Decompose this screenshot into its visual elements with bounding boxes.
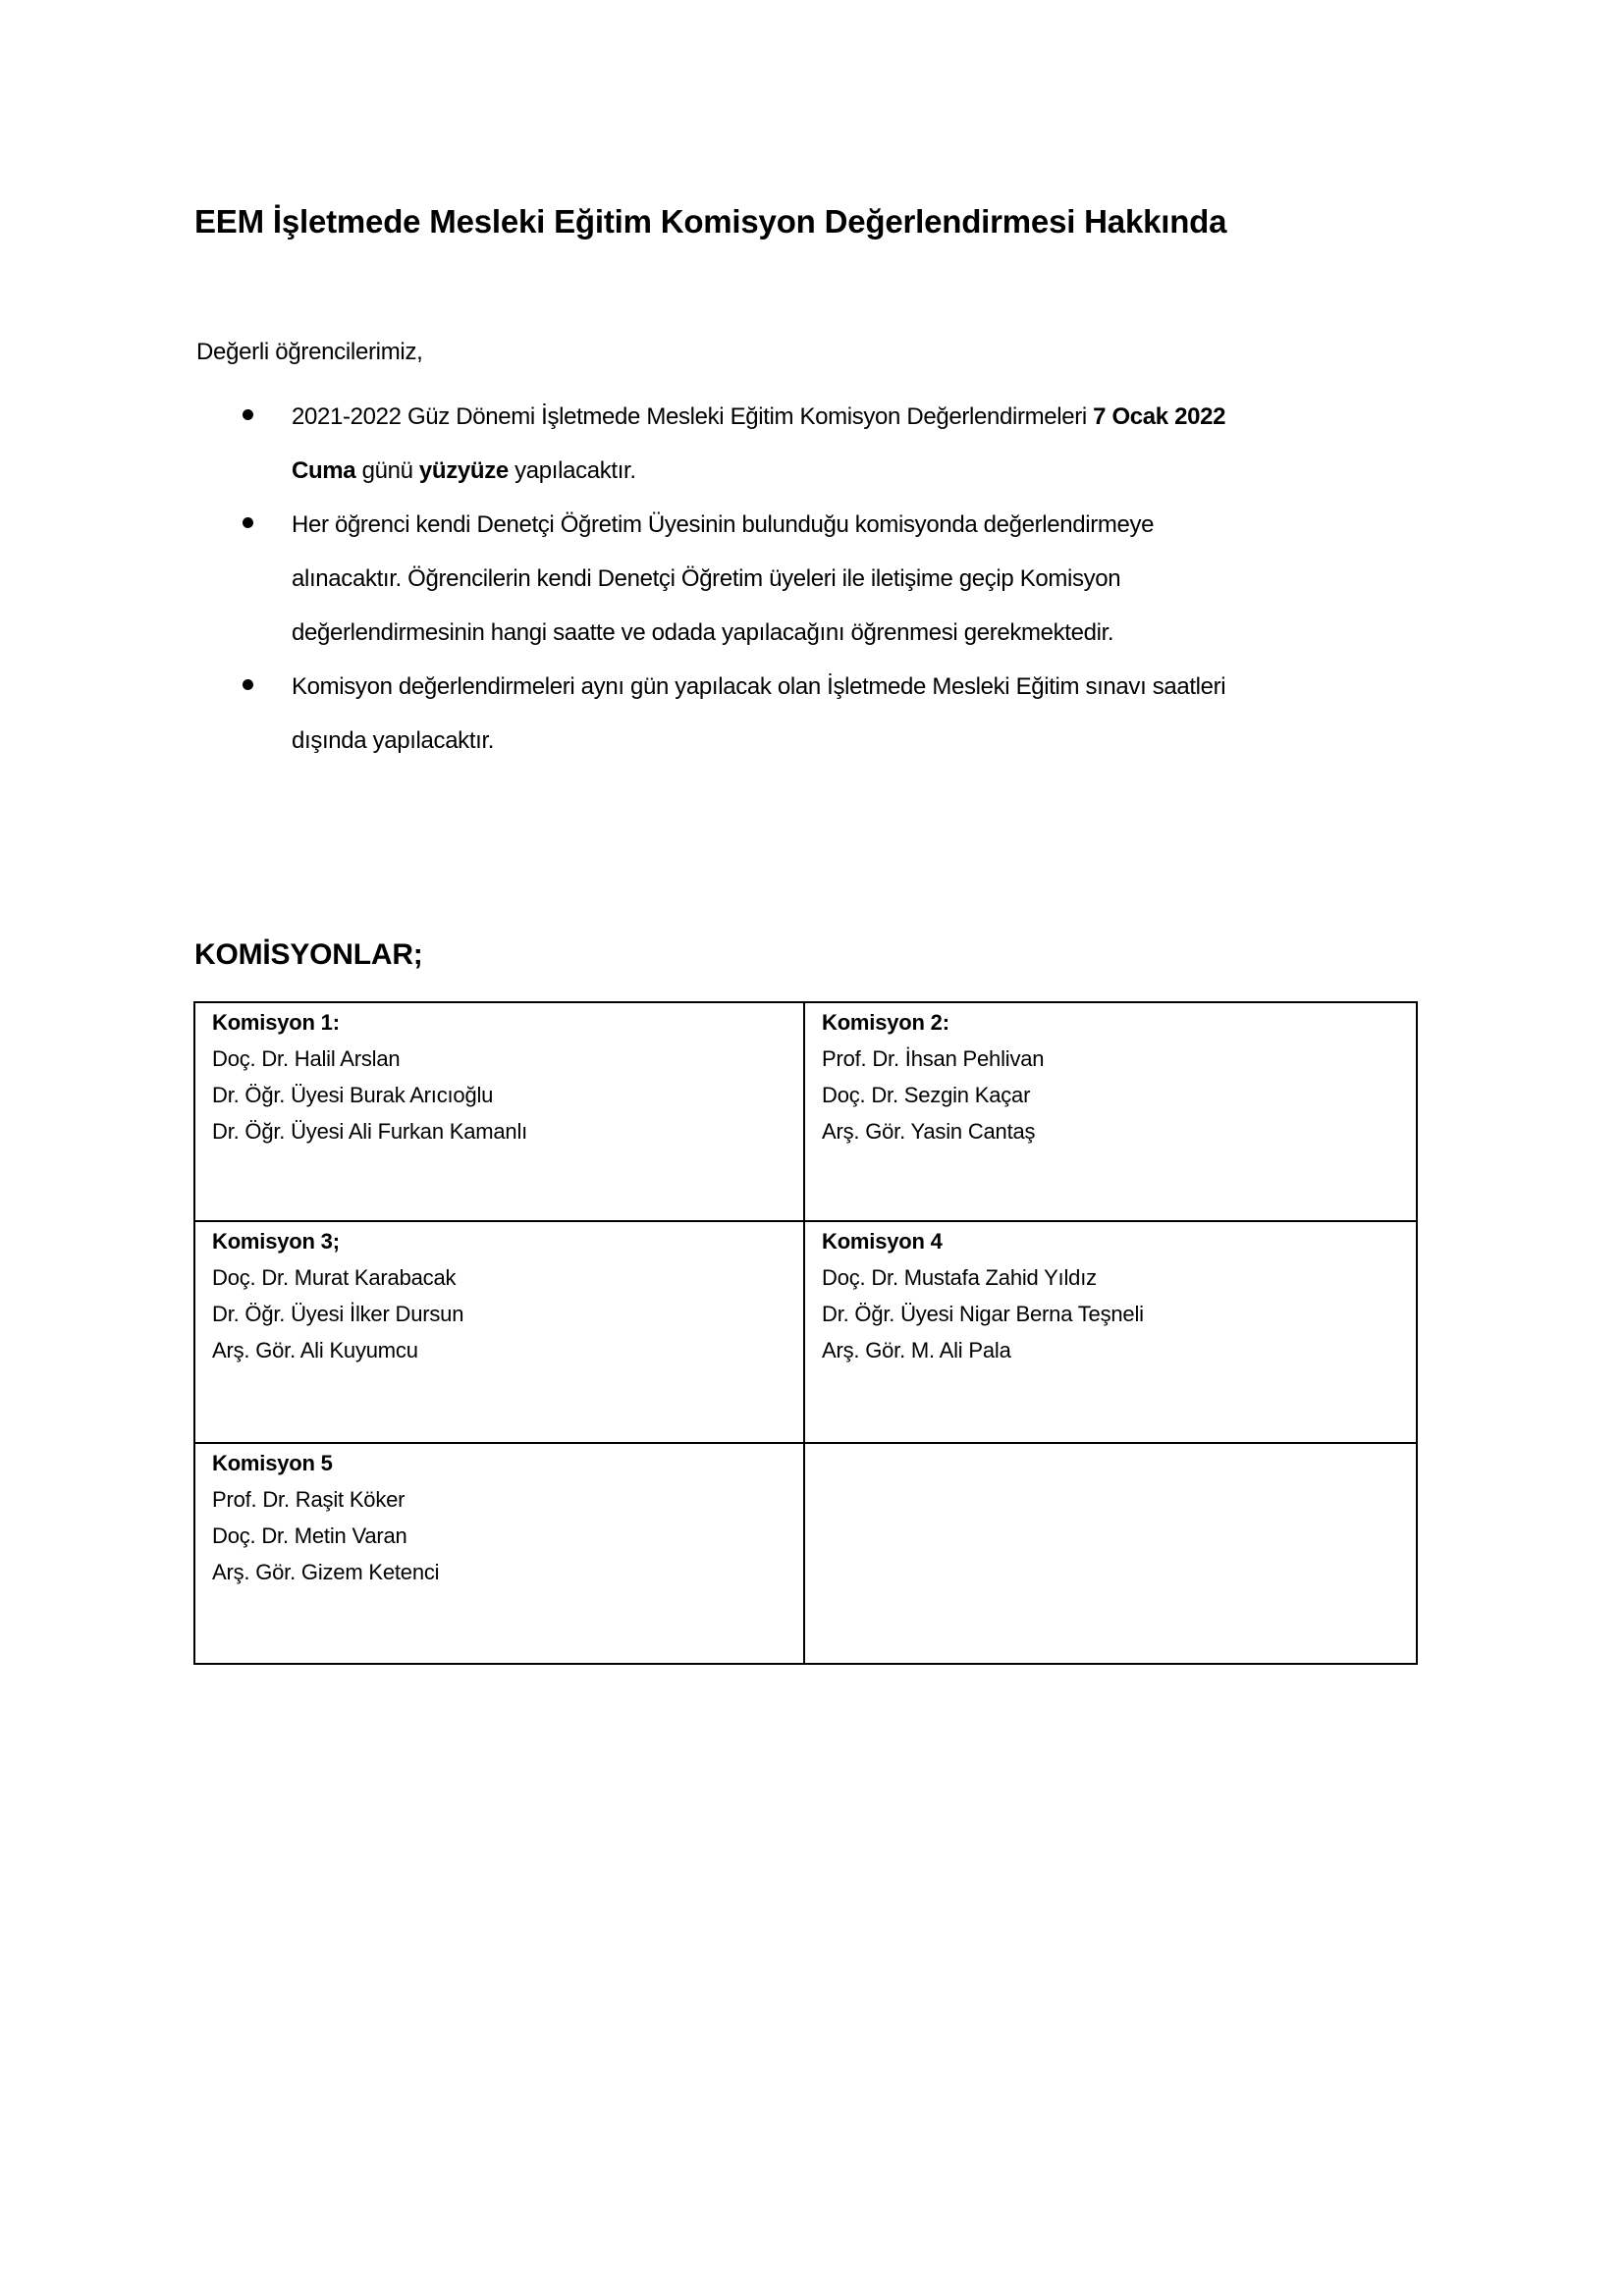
member: Doç. Dr. Halil Arslan [212, 1046, 401, 1071]
member: Dr. Öğr. Üyesi İlker Dursun [212, 1302, 464, 1326]
commissions-heading: KOMİSYONLAR; [194, 938, 423, 971]
member: Doç. Dr. Murat Karabacak [212, 1265, 457, 1290]
member: Dr. Öğr. Üyesi Nigar Berna Teşneli [822, 1302, 1144, 1326]
text-segment: günü [355, 457, 419, 484]
bullet-2-line-1: Her öğrenci kendi Denetçi Öğretim Üyesinin bulunduğu komisyonda değerlendirmeye [292, 511, 1155, 538]
member: Dr. Öğr. Üyesi Burak Arıcıoğlu [212, 1083, 494, 1107]
bullet-2-line-2: alınacaktır. Öğrencilerin kendi Denetçi Öğretim üyeleri ile iletişime geçip Komisyon [292, 565, 1121, 592]
commission-title: Komisyon 5 [212, 1451, 333, 1475]
empty-cell [804, 1443, 1417, 1664]
text-segment: yapılacaktır. [508, 457, 636, 484]
commission-cell-2 [804, 1002, 1417, 1221]
bullet-icon [243, 409, 253, 420]
table-row [194, 1443, 1417, 1664]
member: Prof. Dr. İhsan Pehlivan [822, 1046, 1045, 1071]
date-bold: 7 Ocak 2022 [1093, 403, 1226, 430]
bullet-2-line-3: değerlendirmesinin hangi saatte ve odada yapılacağını öğrenmesi gerekmektedir. [292, 619, 1114, 646]
commission-title: Komisyon 3; [212, 1229, 340, 1254]
commission-title: Komisyon 1: [212, 1010, 340, 1035]
document-title: EEM İşletmede Mesleki Eğitim Komisyon Değerlendirmesi Hakkında [194, 203, 1227, 240]
text-segment: 2021-2022 Güz Dönemi İşletmede Mesleki Eğitim Komisyon Değerlendirmeleri [292, 403, 1094, 430]
greeting: Değerli öğrencilerimiz, [196, 339, 423, 365]
bullet-3-line-2: dışında yapılacaktır. [292, 727, 495, 754]
member: Doç. Dr. Sezgin Kaçar [822, 1083, 1031, 1107]
member: Arş. Gör. Ali Kuyumcu [212, 1338, 418, 1362]
commission-cell-1 [194, 1002, 804, 1221]
bullet-1-line-2 [292, 457, 636, 485]
member: Arş. Gör. Gizem Ketenci [212, 1560, 440, 1584]
member: Doç. Dr. Mustafa Zahid Yıldız [822, 1265, 1097, 1290]
member: Arş. Gör. M. Ali Pala [822, 1338, 1011, 1362]
bullet-icon [243, 679, 253, 690]
bullet-3-line-1: Komisyon değerlendirmeleri aynı gün yapılacak olan İşletmede Mesleki Eğitim sınavı saatleri [292, 673, 1226, 700]
table-row [194, 1002, 1417, 1221]
table-row [194, 1221, 1417, 1443]
member: Prof. Dr. Raşit Köker [212, 1487, 406, 1512]
bullet-1-line-1 [292, 403, 1225, 431]
commission-title: Komisyon 2: [822, 1010, 949, 1035]
commission-cell-5 [194, 1443, 804, 1664]
member: Arş. Gör. Yasin Cantaş [822, 1119, 1036, 1144]
mode-bold: yüzyüze [418, 457, 509, 484]
bullet-icon [243, 517, 253, 528]
commission-cell-4 [804, 1221, 1417, 1443]
day-bold: Cuma [292, 457, 356, 484]
commissions-table [193, 1001, 1418, 1665]
member: Doç. Dr. Metin Varan [212, 1523, 407, 1548]
commission-cell-3 [194, 1221, 804, 1443]
member: Dr. Öğr. Üyesi Ali Furkan Kamanlı [212, 1119, 528, 1144]
commission-title: Komisyon 4 [822, 1229, 943, 1254]
